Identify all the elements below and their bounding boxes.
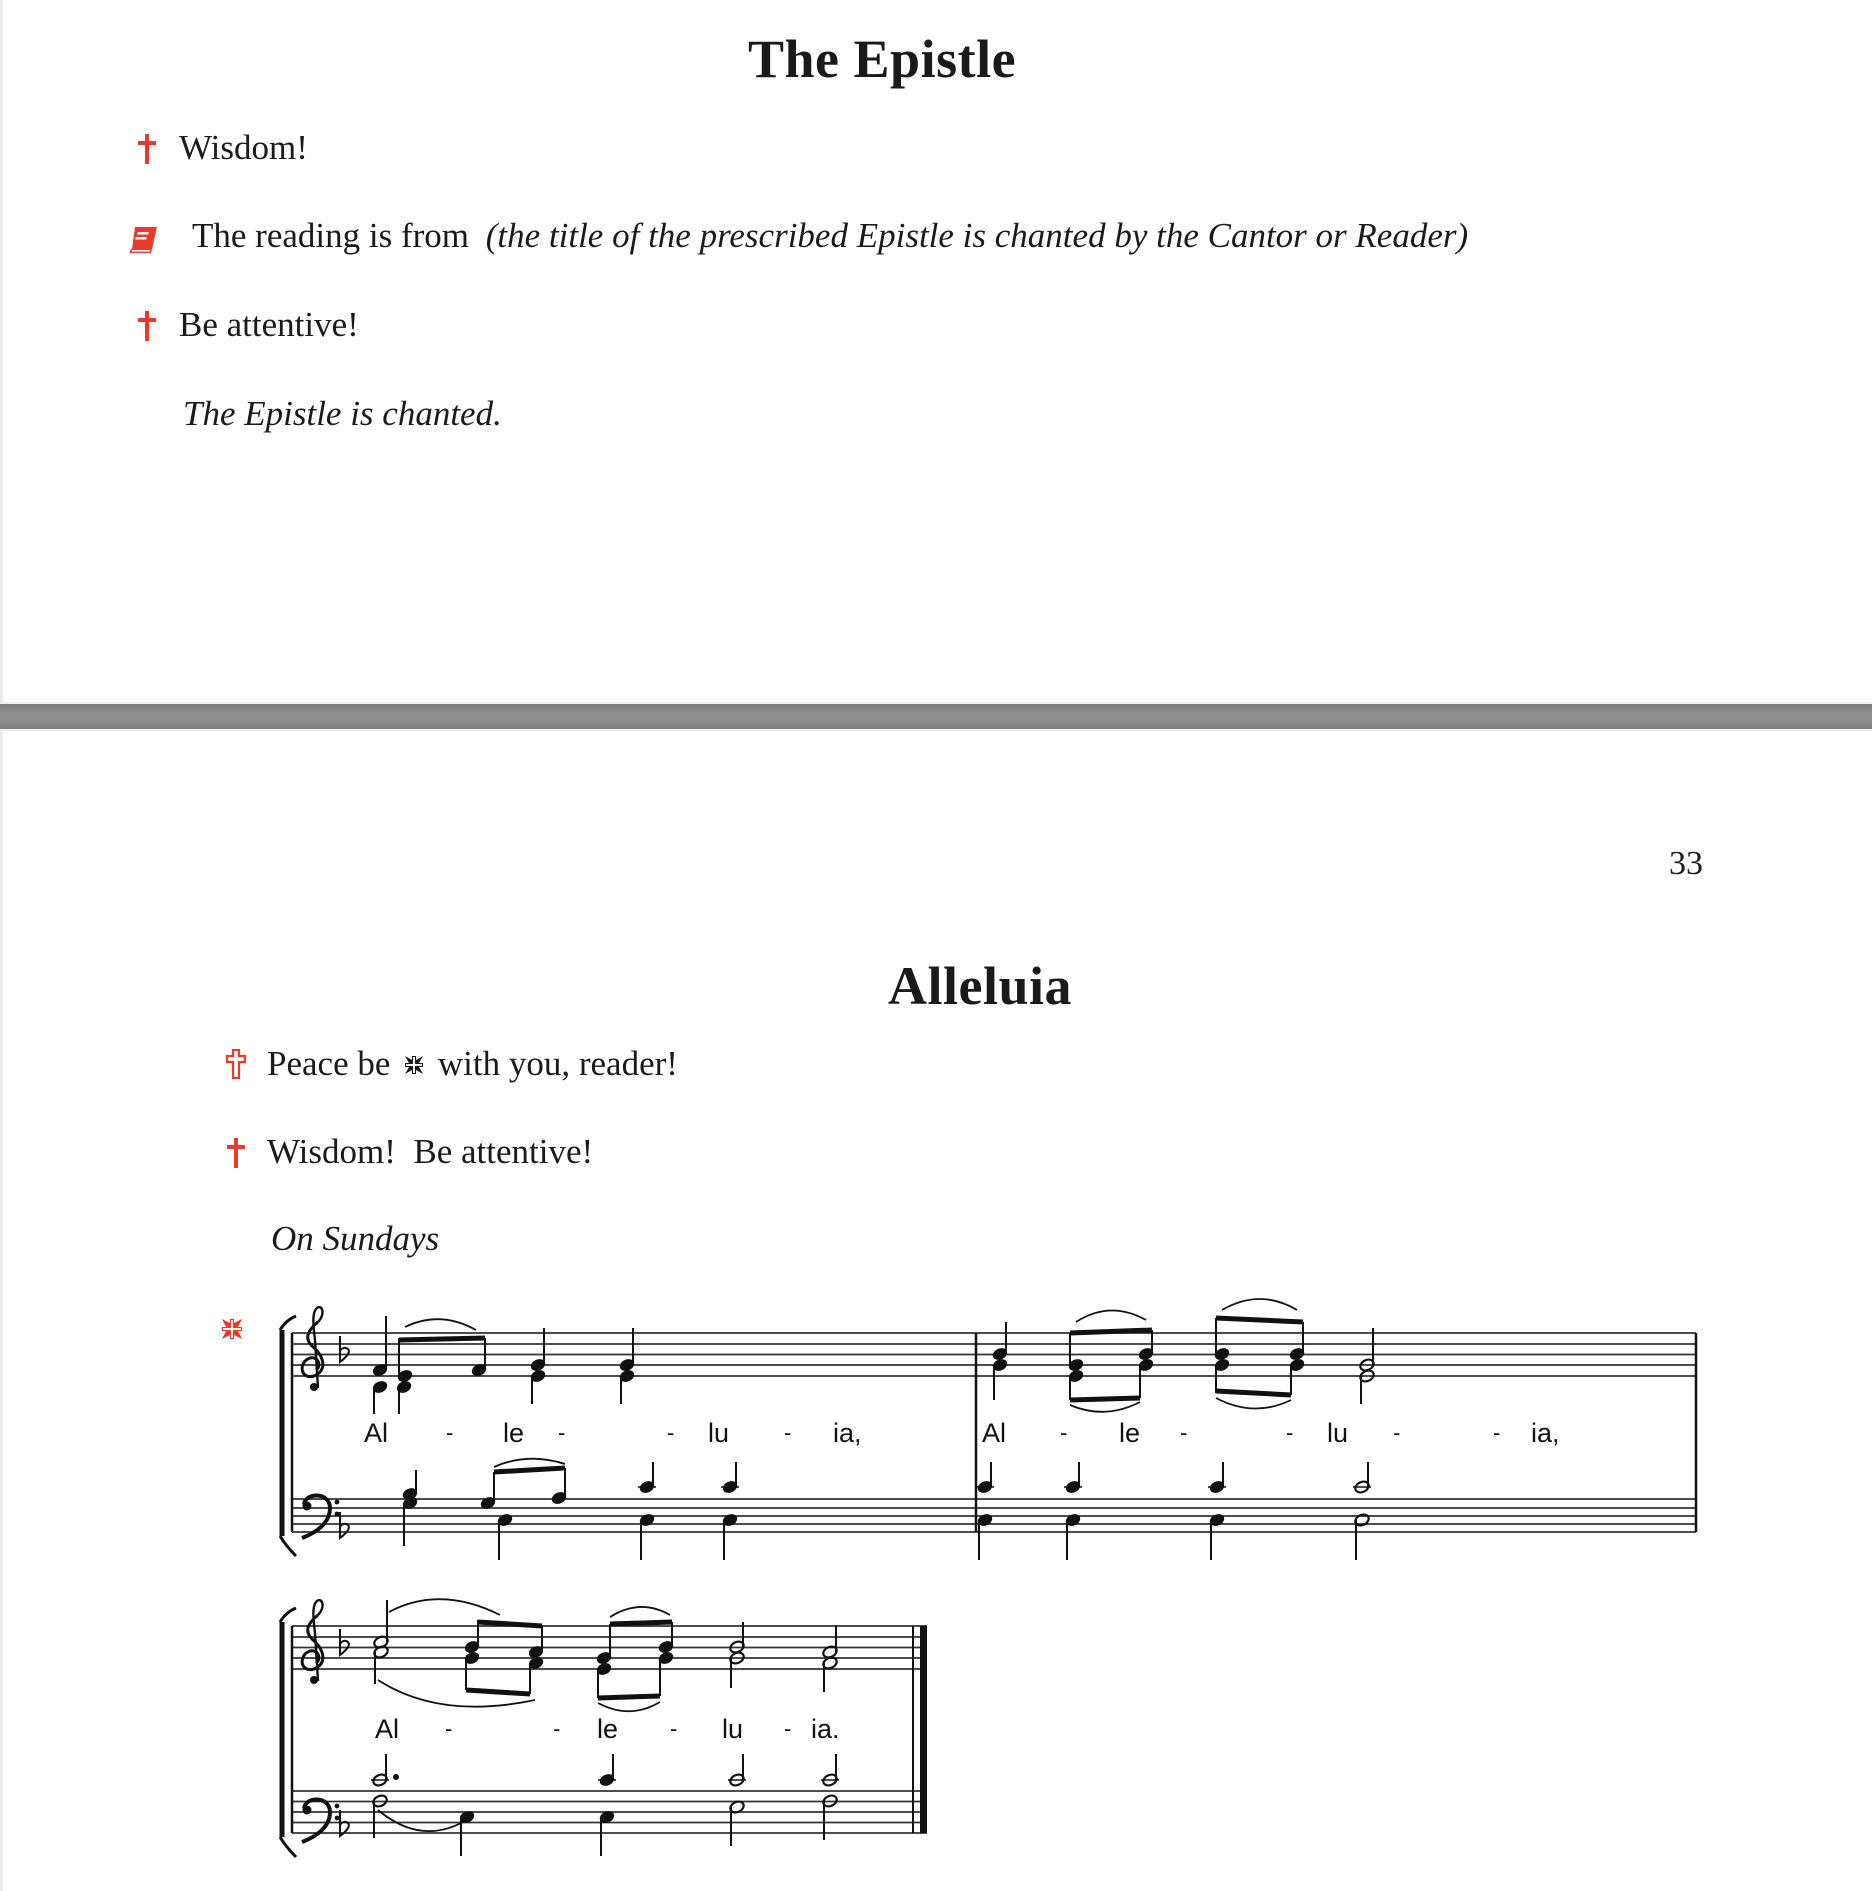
- lyric-syllable: Al: [364, 1418, 389, 1448]
- page-number: 33: [1669, 845, 1703, 882]
- svg-text:lu: lu: [708, 1418, 730, 1448]
- rubric-on-sundays: On Sundays: [271, 1219, 440, 1258]
- svg-text:-: -: [445, 1716, 453, 1741]
- rubric-line-attentive: Be attentive!: [179, 305, 359, 344]
- reading-instruction: (the title of the prescribed Epistle is chanted by the Cantor or Reader): [485, 216, 1469, 255]
- svg-text:-: -: [1393, 1420, 1401, 1445]
- svg-text:lu: lu: [722, 1714, 744, 1744]
- section-title: Alleluia: [888, 956, 1073, 1016]
- svg-text:Al: Al: [375, 1714, 400, 1744]
- lyric-hyphen: -: [446, 1420, 454, 1445]
- svg-text:-: -: [1060, 1420, 1068, 1445]
- peace-text-before: Peace be: [267, 1044, 391, 1083]
- svg-text:ia,: ia,: [833, 1418, 862, 1448]
- rubric-line-wisdom: Wisdom!: [179, 128, 308, 167]
- svg-text:lu: lu: [1327, 1418, 1349, 1448]
- svg-text:Al: Al: [982, 1418, 1007, 1448]
- rubric-instruction: The Epistle is chanted.: [183, 394, 502, 433]
- svg-text:le: le: [1119, 1418, 1141, 1448]
- svg-text:ia.: ia.: [811, 1714, 840, 1744]
- svg-text:ia,: ia,: [1531, 1418, 1560, 1448]
- section-title: The Epistle: [748, 29, 1017, 89]
- reading-text: The reading is from: [192, 216, 469, 255]
- svg-text:-: -: [1180, 1420, 1188, 1445]
- peace-text-after: with you, reader!: [437, 1044, 678, 1083]
- svg-text:-: -: [667, 1420, 675, 1445]
- svg-text:le: le: [597, 1714, 619, 1744]
- svg-text:-: -: [1286, 1420, 1294, 1445]
- rubric-line-wisdom-attentive: Wisdom! Be attentive!: [267, 1132, 594, 1171]
- svg-text:-: -: [553, 1716, 561, 1741]
- svg-text:-: -: [1493, 1420, 1501, 1445]
- svg-text:-: -: [670, 1716, 678, 1741]
- svg-text:-: -: [784, 1716, 792, 1741]
- red-cross-pattee-icon: [222, 1319, 242, 1339]
- svg-text:-: -: [784, 1420, 792, 1445]
- svg-text:le: le: [503, 1418, 525, 1448]
- svg-text:-: -: [558, 1420, 566, 1445]
